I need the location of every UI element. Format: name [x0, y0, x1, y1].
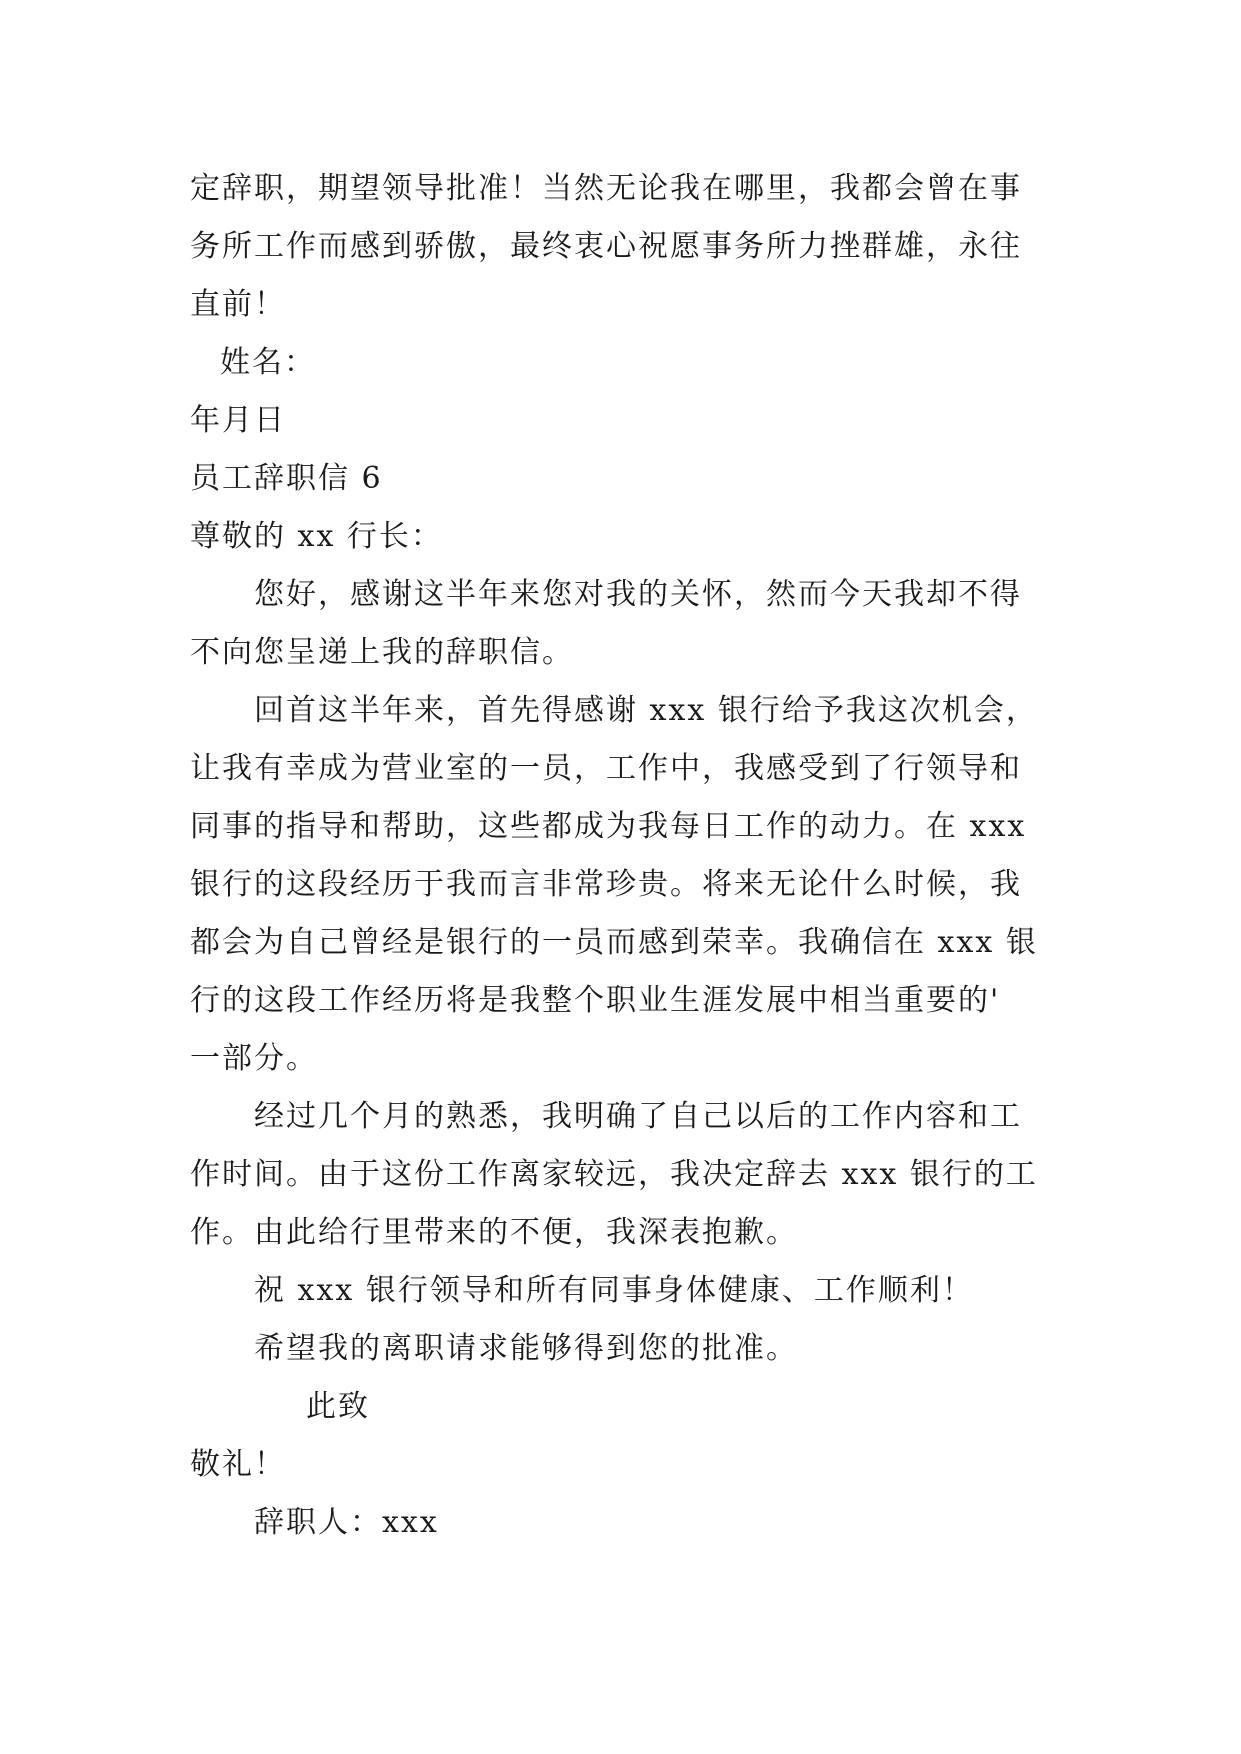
closing-jingli: 敬礼！ — [190, 1447, 286, 1482]
document-body — [190, 160, 1070, 1552]
date-line: 年月日 — [190, 403, 286, 438]
text-line: 一部分。 — [190, 1041, 318, 1076]
text-line: 务所工作而感到骄傲，最终衷心祝愿事务所力挫群雄，永往 — [190, 229, 1022, 264]
text-line: 作时间。由于这份工作离家较远，我决定辞去 xxx 银行的工 — [190, 1157, 1038, 1192]
wish-line: 祝 xxx 银行领导和所有同事身体健康、工作顺利！ — [254, 1273, 974, 1308]
text-line: 直前！ — [190, 287, 286, 322]
text-line: 回首这半年来，首先得感谢 xxx 银行给予我这次机会， — [254, 693, 1038, 728]
hope-line: 希望我的离职请求能够得到您的批准。 — [254, 1331, 798, 1366]
resigner-signature: 辞职人：xxx — [254, 1505, 439, 1540]
text-line: 行的这段工作经历将是我整个职业生涯发展中相当重要的' — [190, 983, 1001, 1018]
text-line: 作。由此给行里带来的不便，我深表抱歉。 — [190, 1215, 798, 1250]
text-line: 不向您呈递上我的辞职信。 — [190, 635, 574, 670]
closing-cizhi: 此致 — [306, 1389, 370, 1424]
text-line: 银行的这段经历于我而言非常珍贵。将来无论什么时候，我 — [190, 867, 1022, 902]
signature-name: 姓名： — [220, 345, 316, 380]
text-line: 让我有幸成为营业室的一员，工作中，我感受到了行领导和 — [190, 751, 1022, 786]
text-line: 您好，感谢这半年来您对我的关怀，然而今天我却不得 — [254, 577, 1022, 612]
text-line: 经过几个月的熟悉，我明确了自己以后的工作内容和工 — [254, 1099, 1022, 1134]
letter-title: 员工辞职信 6 — [190, 461, 383, 496]
salutation: 尊敬的 xx 行长： — [190, 519, 443, 554]
text-line: 定辞职，期望领导批准！当然无论我在哪里，我都会曾在事 — [190, 171, 1022, 206]
text-line: 都会为自己曾经是银行的一员而感到荣幸。我确信在 xxx 银 — [190, 925, 1038, 960]
text-line: 同事的指导和帮助，这些都成为我每日工作的动力。在 xxx — [190, 809, 1027, 844]
